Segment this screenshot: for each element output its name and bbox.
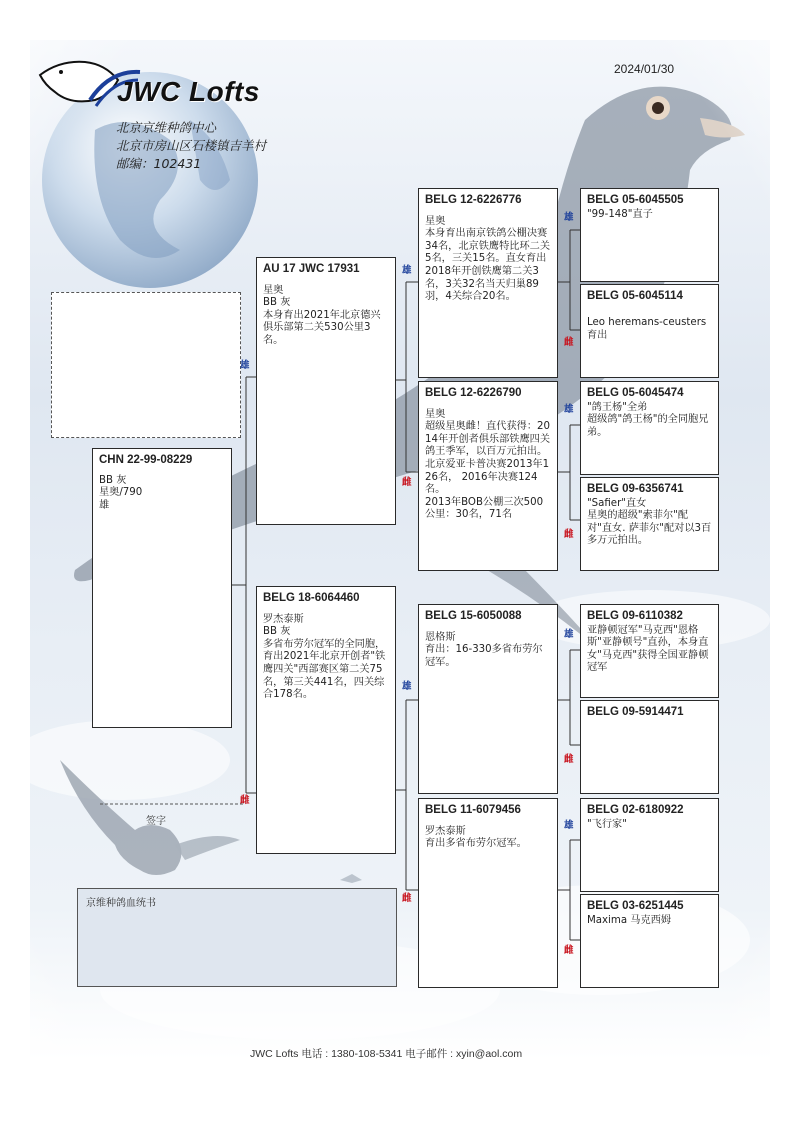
sex-marker-cock: 雄 [240,360,250,371]
sire-card[interactable] [256,257,396,525]
address-line-1: 北京京维种鸽中心 [116,120,217,135]
sex-marker-cock: 雄 [564,404,574,415]
grandparent-ring-number: BELG 15-6050088 [425,610,522,622]
sex-marker-hen: 雌 [564,754,574,765]
great-grandparent-card[interactable] [580,604,719,698]
grandparent-card[interactable] [418,381,558,571]
sex-marker-hen: 雌 [240,795,250,806]
grandparent-description: 罗杰泰斯 育出多省布劳尔冠军。 [425,825,527,850]
great-grandparent-card[interactable] [580,477,719,571]
subject-card[interactable] [92,448,232,728]
print-date: 2024/01/30 [614,62,675,76]
great-grandparent-ring-number: BELG 09-6110382 [587,610,683,622]
grandparent-card[interactable] [418,798,558,988]
great-grandparent-description: "99-148"直子 [587,208,653,220]
sex-marker-cock: 雄 [402,681,412,692]
subject-ring-number: CHN 22-99-08229 [99,454,193,466]
grandparent-description: 恩格斯 育出：16-330多省布劳尔冠军。 [425,631,543,668]
subject-description: BB 灰 星奥/790 雄 [99,474,143,511]
great-grandparent-card[interactable] [580,284,719,378]
photo-placeholder[interactable] [51,292,241,438]
great-grandparent-card[interactable] [580,700,719,794]
great-grandparent-ring-number: BELG 09-5914471 [587,706,684,718]
sex-marker-cock: 雄 [564,629,574,640]
great-grandparent-description: 亚静顿冠军"马克西"恩格斯"亚静顿号"直孙，本身直女"马克西"获得全国亚静顿冠军 [587,624,709,674]
dam-description: 罗杰泰斯 BB 灰 多省布劳尔冠军的全同胞，育出2021年北京开创者"铁鹰四关"西部赛区第二关75名，第三关441名，四关综合178名。 [263,613,386,701]
sex-marker-cock: 雄 [564,820,574,831]
great-grandparent-card[interactable] [580,798,719,892]
great-grandparent-ring-number: BELG 05-6045505 [587,194,684,206]
great-grandparent-ring-number: BELG 05-6045474 [587,387,684,399]
great-grandparent-description: "飞行家" [587,818,627,830]
sire-description: 星奥 BB 灰 本身育出2021年北京德兴俱乐部第二关530公里3名。 [263,284,381,346]
address-line-3: 邮编：102431 [116,156,202,171]
sex-marker-hen: 雌 [402,477,412,488]
great-grandparent-ring-number: BELG 03-6251445 [587,900,684,912]
sex-marker-cock: 雄 [564,212,574,223]
grandparent-ring-number: BELG 12-6226776 [425,194,522,206]
grandparent-card[interactable] [418,188,558,378]
sex-marker-hen: 雌 [564,945,574,956]
grandparent-description: 星奥 本身育出南京铁鸽公棚决赛34名，北京铁鹰特比环二关5名，三关15名。直女育出2018年开创铁鹰第二关3名，3关32名当天归巢89羽，4关综合20名。 [425,215,551,303]
grandparent-ring-number: BELG 12-6226790 [425,387,522,399]
grandparent-description: 星奥 超级星奥雌！直代获得：2014年开创者俱乐部铁鹰四关鸽王季军，以百万元拍出。 北京爱亚卡普决赛2013年126名， 2016年决赛124名。 2013年BOB公棚三次500公里：30名，71名 [425,408,551,521]
address-line-2: 北京市房山区石楼镇吉羊村 [116,138,267,153]
footer-contact: JWC Lofts 电话 : 1380-108-5341 电子邮件 : xyin@aol.com [250,1048,523,1060]
great-grandparent-description: Leo heremans-ceusters 育出 [587,317,707,341]
brand-title: JWC Lofts [117,76,260,107]
sex-marker-cock: 雄 [402,265,412,276]
sex-marker-hen: 雌 [564,337,574,348]
sex-marker-hen: 雌 [564,529,574,540]
great-grandparent-card[interactable] [580,188,719,282]
sire-ring-number: AU 17 JWC 17931 [263,263,360,275]
grandparent-card[interactable] [418,604,558,794]
great-grandparent-ring-number: BELG 02-6180922 [587,804,684,816]
notes-label: 京维种鸽血统书 [86,898,156,909]
signature-label: 签字 [146,816,166,827]
dam-card[interactable] [256,586,396,854]
great-grandparent-card[interactable] [580,381,719,475]
great-grandparent-card[interactable] [580,894,719,988]
great-grandparent-ring-number: BELG 09-6356741 [587,483,684,495]
dam-ring-number: BELG 18-6064460 [263,592,360,604]
sex-marker-hen: 雌 [402,893,412,904]
great-grandparent-ring-number: BELG 05-6045114 [587,290,683,302]
great-grandparent-description: "鸽王杨"全弟 超级鸽"鸽王杨"的全同胞兄弟。 [587,401,709,438]
grandparent-ring-number: BELG 11-6079456 [425,804,521,816]
great-grandparent-description: "Safier"直女 星奥的超级"索菲尔"配对"直女. 萨菲尔"配对以3百多万元拍出。 [587,497,712,547]
great-grandparent-description: Maxima 马克西姆 [587,914,672,926]
